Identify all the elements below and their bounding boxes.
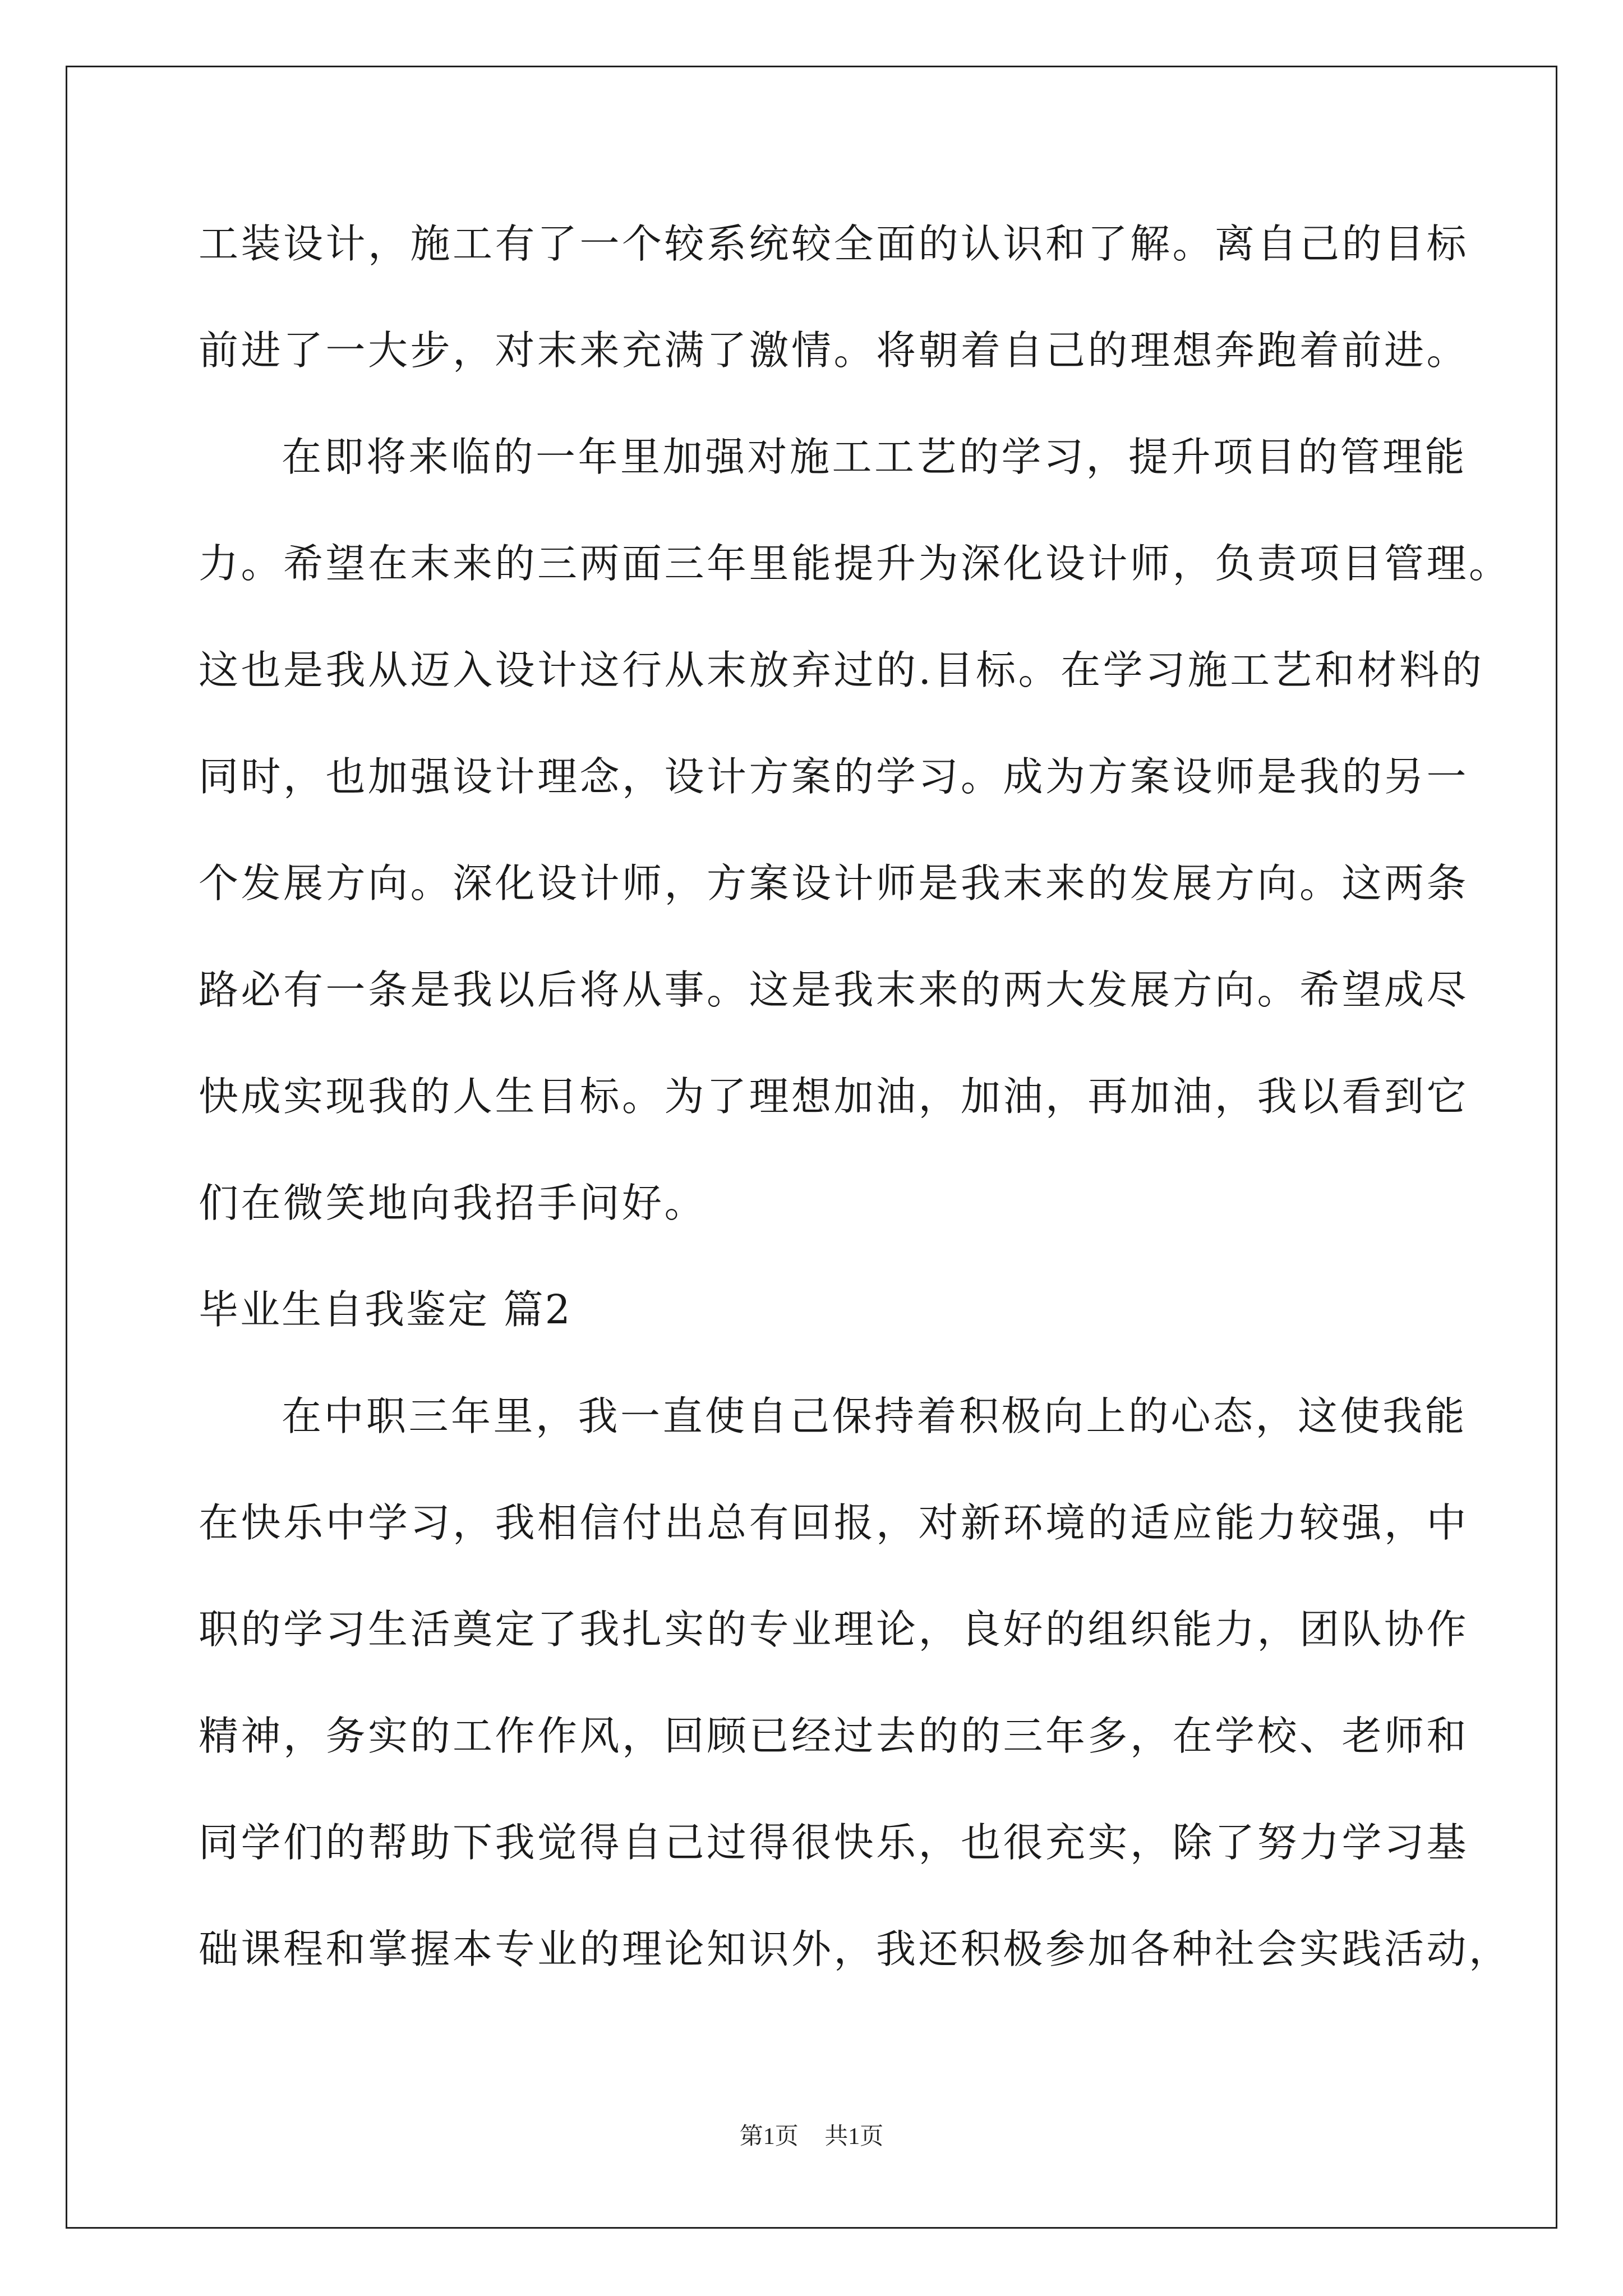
document-body [199, 213, 1511, 2025]
paragraph-line: 前进了一大步，对末来充满了激情。将朝着自己的理想奔跑着前进。 [199, 327, 1469, 374]
paragraph-line: 础课程和掌握本专业的理论知识外，我还积极参加各种社会实践活动， [199, 1926, 1511, 1972]
paragraph-line: 力。希望在末来的三两面三年里能提升为深化设计师，负责项目管理。 [199, 540, 1511, 587]
paragraph-line: 在快乐中学习，我相信付出总有回报，对新环境的适应能力较强，中 [199, 1499, 1469, 1546]
paragraph-line: 工装设计，施工有了一个较系统较全面的认识和了解。离自己的目标 [199, 220, 1469, 267]
page-footer [0, 2118, 1623, 2151]
paragraph-line: 同时，也加强设计理念，设计方案的学习。成为方案设师是我的另一 [199, 753, 1469, 800]
paragraph-line: 在中职三年里，我一直使自己保持着积极向上的心态，这使我能 [282, 1393, 1468, 1439]
paragraph-line: 路必有一条是我以后将从事。这是我末来的两大发展方向。希望成尽 [199, 967, 1469, 1013]
paragraph-line: 快成实现我的人生目标。为了理想加油，加油，再加油，我以看到它 [199, 1073, 1469, 1120]
paragraph-line: 在即将来临的一年里加强对施工工艺的学习，提升项目的管理能 [282, 434, 1468, 480]
page-number: 第1页 [739, 2124, 799, 2150]
paragraph-line: 个发展方向。深化设计师，方案设计师是我末来的发展方向。这两条 [199, 860, 1469, 907]
paragraph-line: 们在微笑地向我招手问好。 [199, 1180, 707, 1226]
paragraph-line: 这也是我从迈入设计这行从末放弃过的.目标。在学习施工艺和材料的 [199, 647, 1484, 693]
page-total: 共1页 [824, 2124, 884, 2150]
paragraph-line: 同学们的帮助下我觉得自己过得很快乐，也很充实，除了努力学习基 [199, 1819, 1469, 1866]
paragraph-line: 职的学习生活奠定了我扎实的专业理论，良好的组织能力，团队协作 [199, 1606, 1469, 1653]
paragraph-line: 精神，务实的工作作风，回顾已经过去的的三年多，在学校、老师和 [199, 1713, 1469, 1759]
section-heading: 毕业生自我鉴定 篇2 [199, 1286, 572, 1333]
